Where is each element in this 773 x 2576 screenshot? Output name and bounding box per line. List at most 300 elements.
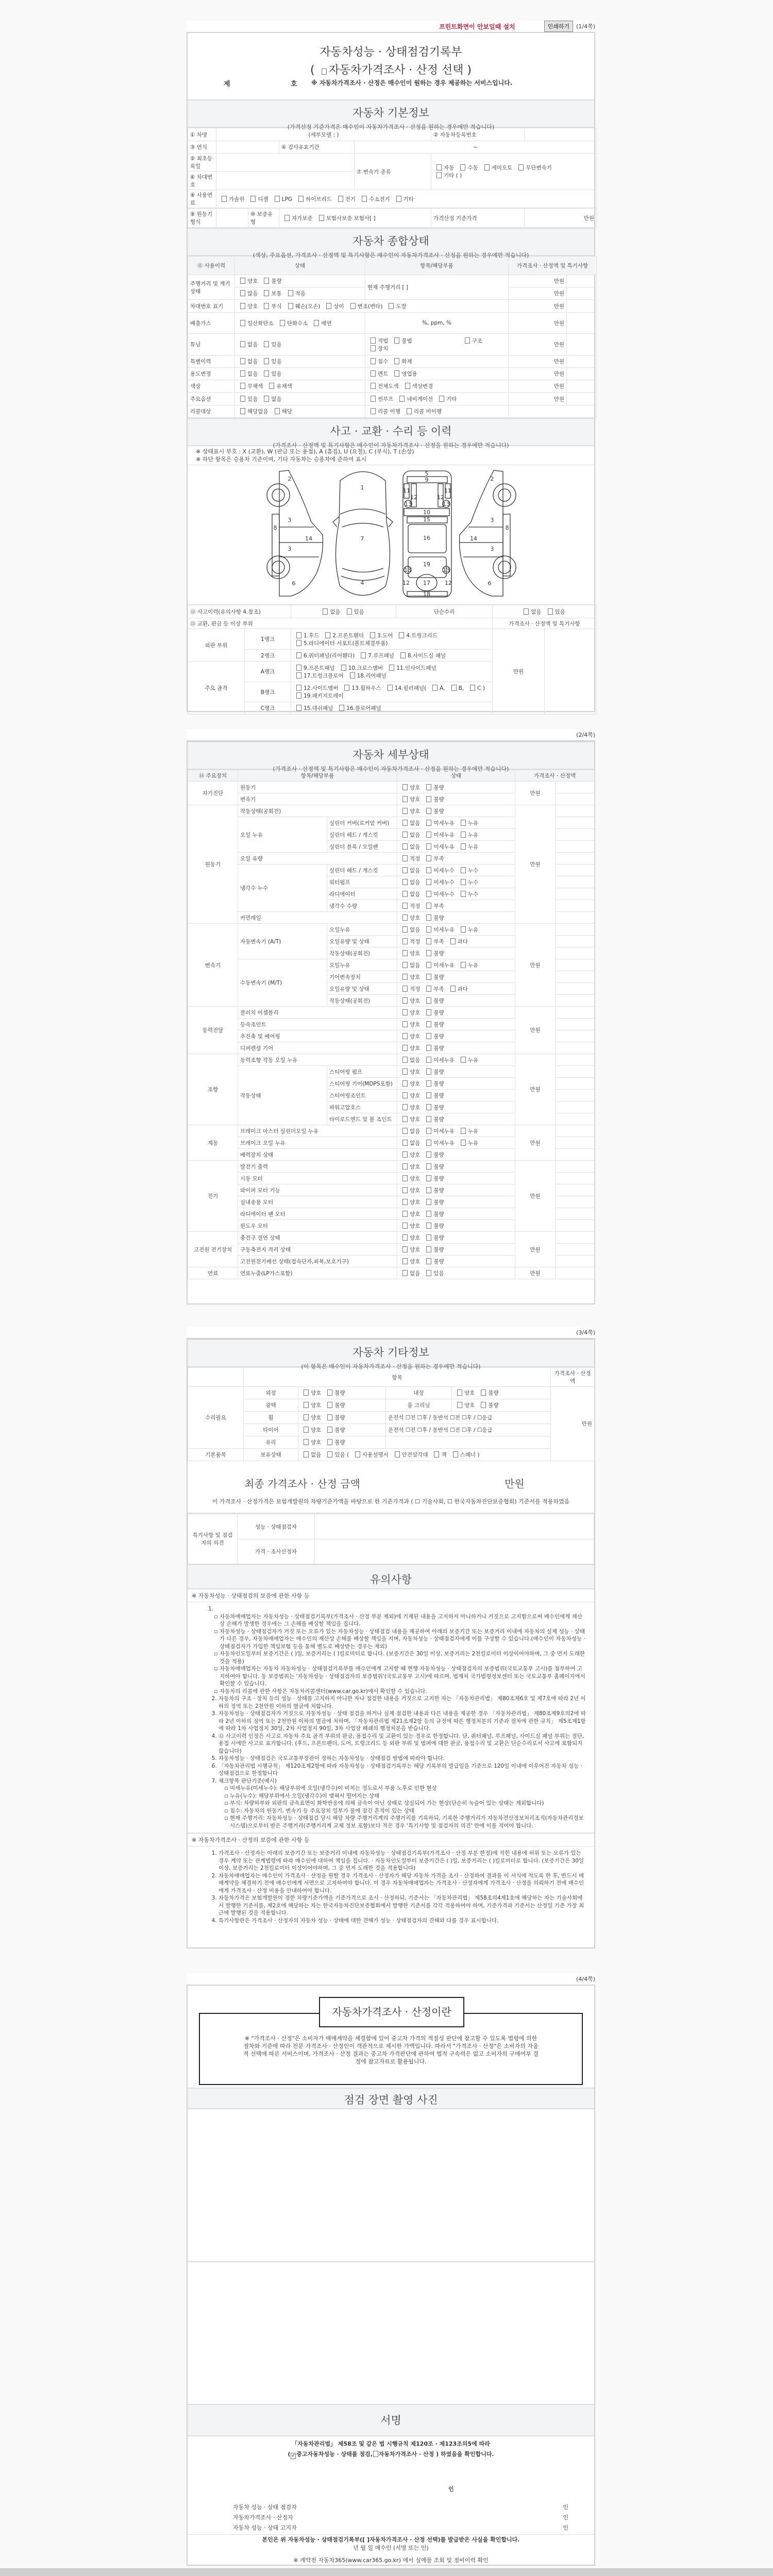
option[interactable] — [423, 785, 444, 791]
checkbox[interactable] — [275, 196, 280, 202]
checkbox[interactable] — [371, 345, 376, 351]
checkbox[interactable] — [426, 986, 431, 992]
checkbox[interactable] — [327, 1389, 332, 1396]
option[interactable] — [293, 685, 338, 691]
option[interactable] — [237, 303, 258, 310]
checkbox[interactable] — [402, 903, 408, 909]
option[interactable] — [399, 796, 420, 803]
checkbox[interactable] — [481, 1402, 486, 1408]
option[interactable] — [399, 1081, 420, 1087]
option[interactable] — [458, 1057, 478, 1063]
option[interactable] — [399, 1116, 420, 1123]
option[interactable] — [247, 196, 268, 202]
checkbox[interactable] — [405, 383, 410, 389]
option[interactable] — [393, 196, 414, 202]
option[interactable] — [433, 165, 454, 171]
checkbox[interactable] — [402, 1033, 408, 1039]
option[interactable] — [399, 903, 420, 909]
note-cell[interactable] — [567, 275, 597, 287]
checkbox[interactable] — [222, 196, 227, 202]
option[interactable] — [423, 844, 455, 850]
checkbox[interactable] — [402, 1258, 408, 1264]
note-cell[interactable] — [556, 924, 595, 936]
checkbox[interactable] — [264, 370, 269, 377]
option[interactable] — [450, 1452, 480, 1458]
checkbox[interactable] — [347, 608, 352, 615]
price-cell[interactable]: 만원 — [509, 334, 567, 355]
option[interactable] — [359, 196, 390, 202]
option[interactable] — [272, 196, 292, 202]
option[interactable] — [423, 868, 455, 874]
price-check-checkbox[interactable] — [322, 69, 327, 75]
price-cell[interactable]: 만원 — [515, 1125, 556, 1161]
option[interactable] — [399, 927, 420, 933]
note-cell[interactable] — [556, 1267, 595, 1279]
option[interactable] — [322, 633, 364, 639]
option[interactable] — [295, 196, 332, 202]
option[interactable] — [423, 856, 444, 862]
option[interactable] — [399, 1140, 420, 1146]
checkbox[interactable] — [264, 303, 269, 309]
note-cell[interactable] — [556, 853, 595, 865]
price-cell[interactable]: 만원 — [509, 287, 567, 300]
checkbox[interactable] — [296, 705, 301, 711]
option[interactable] — [399, 820, 420, 826]
option[interactable] — [399, 844, 420, 850]
checkbox[interactable] — [240, 370, 245, 377]
option[interactable] — [423, 939, 444, 945]
checkbox[interactable] — [327, 1427, 332, 1433]
checkbox[interactable] — [426, 855, 431, 861]
option[interactable] — [324, 1439, 345, 1446]
checkbox[interactable] — [426, 843, 431, 850]
checkbox[interactable] — [304, 1439, 309, 1445]
option[interactable] — [436, 396, 457, 402]
option[interactable] — [293, 653, 355, 659]
note-cell[interactable] — [556, 1196, 595, 1208]
year-field[interactable] — [216, 141, 279, 154]
checkbox[interactable] — [461, 1140, 466, 1146]
note-cell[interactable] — [567, 300, 597, 313]
option[interactable] — [458, 844, 478, 850]
option[interactable] — [237, 383, 263, 389]
checkbox[interactable] — [426, 1092, 431, 1098]
checkbox[interactable] — [426, 1246, 431, 1252]
option[interactable] — [324, 1427, 345, 1433]
checkbox[interactable] — [350, 303, 356, 309]
checkbox[interactable] — [371, 408, 376, 414]
checkbox[interactable] — [402, 997, 408, 1004]
checkbox[interactable] — [264, 290, 269, 296]
valid-field[interactable]: ~ — [355, 141, 597, 154]
option[interactable] — [237, 359, 258, 365]
checkbox[interactable] — [426, 926, 431, 933]
checkbox[interactable] — [402, 1223, 408, 1229]
checkbox[interactable] — [426, 962, 431, 968]
checkbox[interactable] — [461, 867, 466, 873]
option[interactable] — [347, 303, 383, 310]
option[interactable] — [323, 303, 344, 310]
option[interactable] — [399, 1188, 420, 1194]
checkbox[interactable] — [339, 705, 344, 711]
option[interactable] — [367, 338, 388, 344]
option[interactable] — [324, 1415, 345, 1421]
checkbox[interactable] — [451, 685, 457, 691]
note-cell[interactable] — [556, 1101, 595, 1113]
option[interactable] — [478, 1390, 498, 1396]
option[interactable] — [399, 939, 420, 945]
price-cell[interactable]: 만원 — [515, 924, 556, 1007]
checkbox[interactable] — [461, 832, 466, 838]
note-cell[interactable] — [567, 334, 597, 355]
checkbox[interactable] — [453, 1451, 458, 1458]
option[interactable] — [423, 1223, 444, 1229]
note-cell[interactable] — [556, 1019, 595, 1030]
option[interactable] — [293, 633, 319, 639]
note-cell[interactable] — [556, 983, 595, 995]
checkbox[interactable] — [327, 1402, 332, 1408]
option[interactable] — [423, 1069, 444, 1075]
option[interactable] — [391, 371, 417, 377]
checkbox[interactable] — [327, 1451, 332, 1458]
checkbox[interactable] — [426, 1199, 431, 1205]
note-cell[interactable] — [556, 947, 595, 959]
checkbox[interactable] — [389, 665, 394, 671]
option[interactable] — [237, 371, 258, 377]
option[interactable] — [399, 951, 420, 957]
note-cell[interactable] — [567, 368, 597, 380]
option[interactable] — [399, 808, 420, 815]
checkbox[interactable] — [402, 808, 408, 814]
checkbox[interactable] — [402, 879, 408, 885]
option[interactable] — [367, 359, 388, 365]
option[interactable] — [423, 879, 455, 886]
option[interactable] — [367, 371, 388, 377]
inspection-checkbox-checked[interactable]: ✓ — [291, 2453, 296, 2459]
option[interactable] — [458, 1128, 478, 1134]
checkbox[interactable] — [296, 692, 301, 699]
engine-field[interactable] — [216, 209, 248, 228]
checkbox[interactable] — [426, 808, 431, 814]
option[interactable] — [399, 1152, 420, 1158]
option[interactable] — [458, 820, 478, 826]
checkbox[interactable] — [280, 320, 285, 326]
option[interactable] — [457, 165, 478, 171]
option[interactable] — [423, 1128, 455, 1134]
note-cell[interactable] — [556, 936, 595, 947]
checkbox[interactable] — [361, 652, 366, 658]
price-cell[interactable]: 만원 — [509, 275, 567, 287]
option[interactable] — [399, 1259, 420, 1265]
option[interactable] — [237, 278, 258, 284]
option[interactable] — [300, 1390, 321, 1396]
car-name-field[interactable]: (세부모델 : ) — [216, 128, 431, 141]
option[interactable] — [367, 633, 393, 639]
option[interactable] — [261, 396, 281, 402]
checkbox[interactable] — [461, 843, 466, 850]
checkbox[interactable] — [426, 1234, 431, 1241]
option[interactable] — [272, 409, 292, 415]
option[interactable] — [423, 1152, 444, 1158]
checkbox[interactable] — [426, 974, 431, 980]
option[interactable] — [367, 346, 388, 352]
option[interactable] — [367, 396, 393, 402]
option[interactable] — [399, 974, 420, 980]
checkbox[interactable] — [388, 685, 393, 691]
checkbox[interactable] — [371, 370, 376, 377]
option[interactable] — [399, 986, 420, 992]
checkbox[interactable] — [426, 938, 431, 944]
checkbox[interactable] — [350, 672, 355, 679]
checkbox[interactable] — [426, 891, 431, 897]
checkbox[interactable] — [402, 1057, 408, 1063]
option[interactable] — [458, 868, 478, 874]
note-cell[interactable] — [556, 1090, 595, 1101]
note-cell[interactable] — [556, 959, 595, 971]
checkbox[interactable] — [250, 196, 256, 202]
option[interactable] — [423, 1022, 444, 1028]
checkbox[interactable] — [402, 1080, 408, 1087]
checkbox[interactable] — [240, 408, 245, 414]
option[interactable] — [335, 196, 356, 202]
option[interactable] — [399, 915, 420, 921]
option[interactable] — [399, 998, 420, 1004]
option[interactable] — [261, 359, 281, 365]
note-cell[interactable] — [556, 1066, 595, 1078]
option[interactable] — [399, 1033, 420, 1040]
option[interactable] — [423, 820, 455, 826]
option[interactable] — [399, 1270, 420, 1277]
note-cell[interactable] — [545, 629, 597, 715]
checkbox[interactable] — [304, 1427, 309, 1433]
checkbox[interactable] — [240, 341, 245, 347]
checkbox[interactable] — [402, 891, 408, 897]
option[interactable] — [515, 165, 552, 171]
option[interactable] — [454, 1390, 475, 1396]
option[interactable] — [237, 396, 258, 402]
price-cell[interactable]: 만원 — [509, 300, 567, 313]
price-cell[interactable]: 만원 — [515, 1054, 556, 1125]
checkbox[interactable] — [402, 1211, 408, 1217]
checkbox[interactable] — [296, 672, 301, 679]
checkbox[interactable] — [402, 1009, 408, 1015]
checkbox[interactable] — [402, 1069, 408, 1075]
checkbox[interactable] — [402, 1092, 408, 1098]
option[interactable] — [396, 396, 433, 402]
checkbox[interactable] — [524, 608, 529, 615]
option[interactable] — [423, 1057, 455, 1063]
checkbox[interactable] — [426, 1151, 431, 1158]
option[interactable] — [458, 891, 478, 897]
checkbox[interactable] — [426, 1116, 431, 1122]
option[interactable] — [423, 1259, 444, 1265]
option[interactable] — [293, 640, 388, 647]
checkbox[interactable] — [371, 383, 376, 389]
option[interactable] — [399, 868, 420, 874]
option[interactable] — [399, 1247, 420, 1253]
option[interactable] — [399, 1164, 420, 1170]
checkbox[interactable] — [426, 1033, 431, 1039]
checkbox[interactable] — [402, 1128, 408, 1134]
vin-field[interactable] — [216, 172, 355, 190]
checkbox[interactable] — [450, 938, 456, 944]
checkbox[interactable] — [402, 1104, 408, 1110]
checkbox[interactable] — [402, 1021, 408, 1027]
checkbox[interactable] — [304, 1414, 309, 1420]
checkbox[interactable] — [402, 914, 408, 921]
checkbox[interactable] — [439, 396, 444, 402]
price-cell[interactable]: 만원 — [515, 1007, 556, 1054]
option[interactable] — [423, 962, 455, 969]
price-cell[interactable]: 만원 — [509, 368, 567, 380]
option[interactable] — [423, 1081, 444, 1087]
checkbox[interactable] — [240, 383, 245, 389]
checkbox[interactable] — [240, 303, 245, 309]
checkbox[interactable] — [460, 164, 465, 171]
checkbox[interactable] — [426, 796, 431, 802]
option[interactable] — [399, 1235, 420, 1241]
seal-mark[interactable]: 인 — [563, 2524, 568, 2531]
option[interactable] — [399, 1128, 420, 1134]
option[interactable] — [320, 609, 340, 615]
note-cell[interactable] — [556, 1208, 595, 1220]
note-cell[interactable] — [556, 1007, 595, 1019]
checkbox[interactable] — [461, 962, 466, 968]
option[interactable] — [423, 808, 444, 815]
checkbox[interactable] — [240, 396, 245, 402]
base-price-field[interactable]: 만원 — [525, 209, 597, 228]
checkbox[interactable] — [465, 337, 470, 344]
option[interactable] — [300, 1427, 321, 1433]
checkbox[interactable] — [484, 164, 490, 171]
checkbox[interactable] — [402, 1175, 408, 1181]
checkbox[interactable] — [426, 1270, 431, 1276]
checkbox[interactable] — [400, 652, 406, 658]
option[interactable] — [316, 215, 376, 222]
checkbox[interactable] — [304, 1451, 309, 1458]
option[interactable] — [392, 1452, 428, 1458]
option[interactable] — [293, 705, 333, 711]
note-cell[interactable] — [556, 782, 595, 793]
checkbox[interactable] — [426, 1128, 431, 1134]
checkbox[interactable] — [426, 1187, 431, 1193]
note-cell[interactable] — [567, 313, 597, 334]
option[interactable] — [423, 832, 455, 838]
checkbox[interactable] — [426, 1104, 431, 1110]
checkbox[interactable] — [327, 1439, 332, 1445]
checkbox[interactable] — [296, 640, 301, 646]
option[interactable] — [447, 986, 468, 992]
checkbox[interactable] — [461, 1128, 466, 1134]
option[interactable] — [347, 673, 386, 679]
option[interactable] — [462, 338, 482, 344]
option[interactable] — [336, 705, 381, 711]
checkbox[interactable] — [355, 1451, 360, 1458]
option[interactable] — [423, 1176, 444, 1182]
option[interactable] — [399, 962, 420, 969]
note-cell[interactable] — [556, 841, 595, 853]
checkbox[interactable] — [407, 408, 412, 414]
checkbox[interactable] — [450, 986, 456, 992]
checkbox[interactable] — [296, 652, 301, 658]
note-cell[interactable] — [556, 1042, 595, 1054]
checkbox[interactable] — [402, 1246, 408, 1252]
option[interactable] — [338, 665, 383, 671]
option[interactable] — [261, 371, 281, 377]
option[interactable] — [423, 1140, 455, 1146]
checkbox[interactable] — [327, 1414, 332, 1420]
option[interactable] — [458, 1140, 478, 1146]
checkbox[interactable] — [426, 1163, 431, 1170]
option[interactable] — [423, 1247, 444, 1253]
checkbox[interactable] — [426, 867, 431, 873]
note-cell[interactable] — [567, 393, 597, 405]
note-cell[interactable] — [556, 1161, 595, 1173]
checkbox[interactable] — [402, 938, 408, 944]
option[interactable] — [399, 1069, 420, 1075]
option[interactable] — [300, 1402, 321, 1409]
first-reg-field[interactable] — [216, 154, 355, 172]
option[interactable] — [399, 856, 420, 862]
option[interactable] — [399, 832, 420, 838]
checkbox[interactable] — [370, 632, 375, 638]
checkbox[interactable] — [436, 164, 442, 171]
option[interactable] — [423, 1033, 444, 1040]
option[interactable] — [423, 1045, 444, 1052]
checkbox[interactable] — [394, 370, 399, 377]
checkbox[interactable] — [402, 843, 408, 850]
checkbox[interactable] — [426, 914, 431, 921]
option[interactable] — [293, 693, 344, 699]
option[interactable] — [458, 962, 478, 969]
option[interactable] — [454, 1402, 475, 1409]
option[interactable] — [423, 1211, 444, 1217]
option[interactable] — [399, 1211, 420, 1217]
option[interactable] — [386, 665, 436, 671]
price-cell[interactable]: 만원 — [509, 393, 567, 405]
note-cell[interactable] — [556, 888, 595, 900]
checkbox[interactable] — [402, 1140, 408, 1146]
checkbox[interactable] — [426, 820, 431, 826]
position-options[interactable]: 운전석 ☐전 ☐후 / 동반석 ☐전 ☐후 / ☐응급 — [386, 1424, 551, 1436]
option[interactable] — [237, 291, 258, 297]
trans-other-checkbox[interactable] — [436, 172, 442, 178]
checkbox[interactable] — [426, 1057, 431, 1063]
note-cell[interactable] — [556, 1173, 595, 1184]
option[interactable] — [397, 653, 446, 659]
note-cell[interactable] — [556, 912, 595, 924]
checkbox[interactable] — [402, 974, 408, 980]
install-link[interactable]: 프린트화면이 안보일때 설치 — [439, 23, 515, 30]
checkbox[interactable] — [362, 196, 367, 202]
option[interactable] — [261, 303, 281, 310]
checkbox[interactable] — [264, 358, 269, 364]
checkbox[interactable] — [389, 303, 394, 309]
checkbox[interactable] — [371, 358, 376, 364]
note-cell[interactable] — [556, 1149, 595, 1161]
note-cell[interactable] — [556, 817, 595, 829]
option[interactable] — [285, 303, 321, 310]
option[interactable] — [324, 1402, 345, 1409]
note-cell[interactable] — [556, 1232, 595, 1244]
checkbox[interactable] — [426, 1080, 431, 1087]
checkbox[interactable] — [426, 950, 431, 956]
option[interactable] — [467, 685, 485, 691]
checkbox[interactable] — [402, 1116, 408, 1122]
option[interactable] — [423, 1188, 444, 1194]
checkbox[interactable] — [402, 1187, 408, 1193]
checkbox[interactable] — [371, 337, 376, 344]
